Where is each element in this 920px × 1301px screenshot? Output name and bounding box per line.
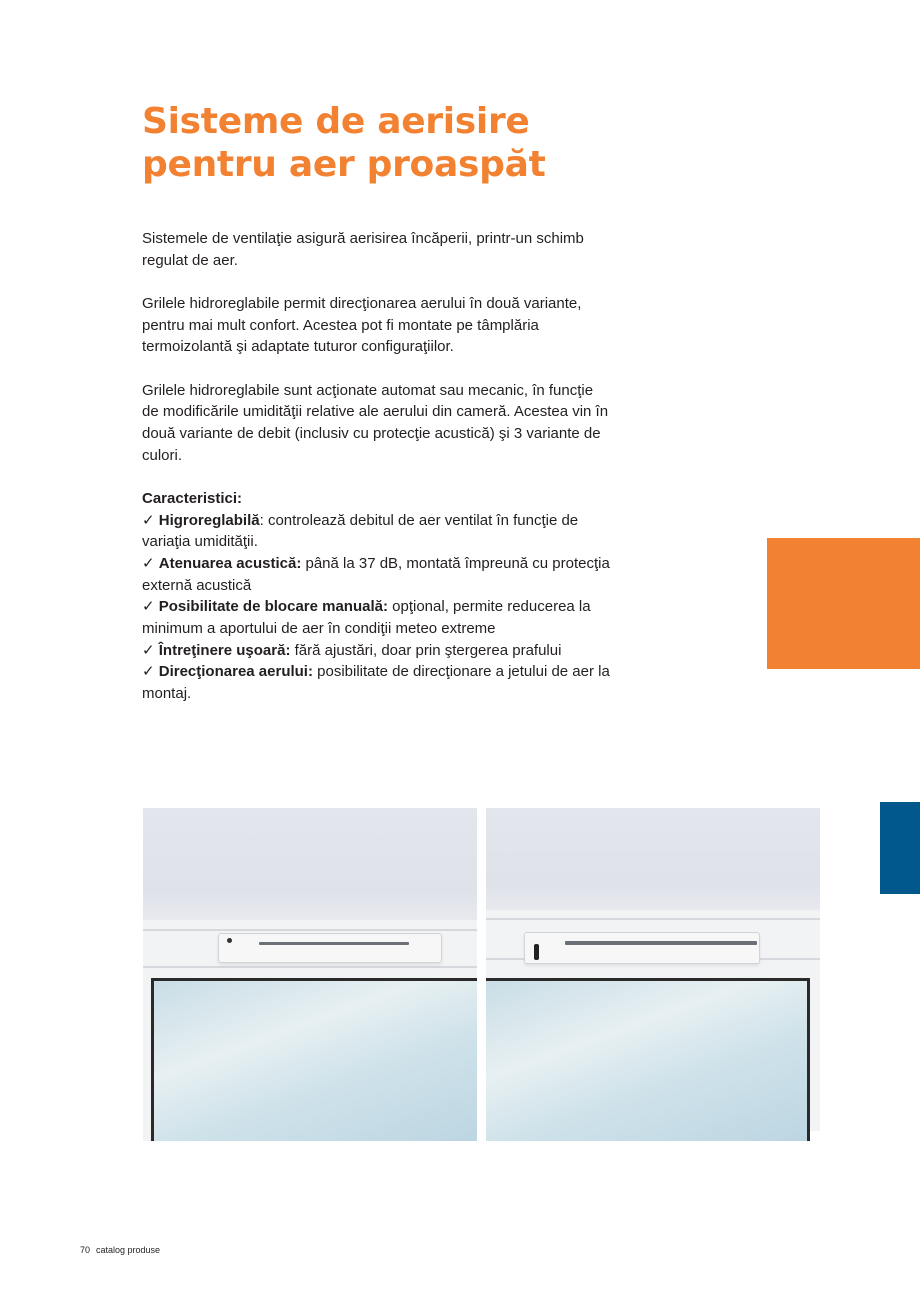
paragraph-intro: Sistemele de ventilaţie asigură aerisirea încăperii, printr-un schimb regulat de aer. — [142, 230, 584, 269]
catalog-label: catalog produse — [96, 1245, 161, 1255]
feature-item — [142, 661, 612, 704]
feature-label: Direcţionarea aerului: — [158, 663, 313, 681]
feature-label: Higroreglabilă — [158, 511, 260, 529]
feature-item — [142, 596, 612, 639]
sensor-dot-icon — [227, 938, 232, 943]
feature-item — [142, 640, 612, 662]
grille-slot — [259, 942, 409, 945]
page-footer — [80, 1245, 166, 1255]
frame-edge — [143, 966, 477, 968]
frame-edge — [486, 918, 820, 920]
check-icon: ✓ — [142, 663, 155, 681]
feature-text: opţional, permite reducerea la minimum a aportului de aer în condiţii meteo extreme — [142, 598, 591, 638]
wall-background — [143, 808, 477, 926]
feature-label: Atenuarea acustică: — [158, 554, 302, 572]
window-glass — [151, 978, 477, 1141]
ventilation-grille — [524, 932, 760, 964]
frame-edge — [143, 929, 477, 931]
features-heading: Caracteristici: — [142, 489, 243, 507]
wall-background — [486, 808, 820, 916]
ventilation-grille — [218, 933, 442, 963]
feature-text: posibilitate de direcţionare a jetului de aer la montaj. — [142, 663, 610, 703]
blue-section-tab — [880, 802, 920, 894]
window-glass — [486, 978, 810, 1141]
feature-text: până la 37 dB, montată împreună cu protecţia externă acustică — [142, 554, 610, 594]
body-text — [142, 228, 612, 705]
vent-photo-manual — [486, 808, 820, 1141]
page-title — [142, 100, 545, 186]
page-number: 70 — [80, 1245, 91, 1255]
feature-text: : controlează debitul de aer ventilat în funcţie de variaţia umidităţii. — [142, 511, 579, 551]
feature-item — [142, 553, 612, 596]
feature-label: Întreţinere uşoară: — [158, 641, 291, 659]
lever-handle-icon — [534, 944, 539, 960]
orange-section-tab — [767, 538, 920, 669]
check-icon: ✓ — [142, 554, 155, 572]
check-icon: ✓ — [142, 641, 155, 659]
paragraph-actuation: Grilele hidroreglabile sunt acţionate automat sau mecanic, în funcţie de modificările umidităţii relative ale aerului din cameră. Acestea vin în două variante de debit (inclusiv cu protecţie acustică) şi 3 variante de culori. — [142, 381, 609, 464]
feature-item — [142, 510, 612, 553]
title-line-2: pentru aer proaspăt — [142, 144, 546, 185]
features-list — [142, 488, 612, 705]
feature-text: fără ajustări, doar prin ştergerea prafului — [290, 641, 562, 659]
grille-slot — [565, 941, 757, 945]
feature-label: Posibilitate de blocare manuală: — [158, 598, 388, 616]
vent-photo-automatic — [143, 808, 477, 1141]
check-icon: ✓ — [142, 511, 155, 529]
paragraph-grilles: Grilele hidroreglabile permit direcţionarea aerului în două variante, pentru mai mult confort. Acestea pot fi montate pe tâmplăria termoizolantă şi adaptate tuturor configuraţiilor. — [142, 294, 582, 356]
title-line-1: Sisteme de aerisire — [142, 101, 530, 142]
check-icon: ✓ — [142, 598, 155, 616]
